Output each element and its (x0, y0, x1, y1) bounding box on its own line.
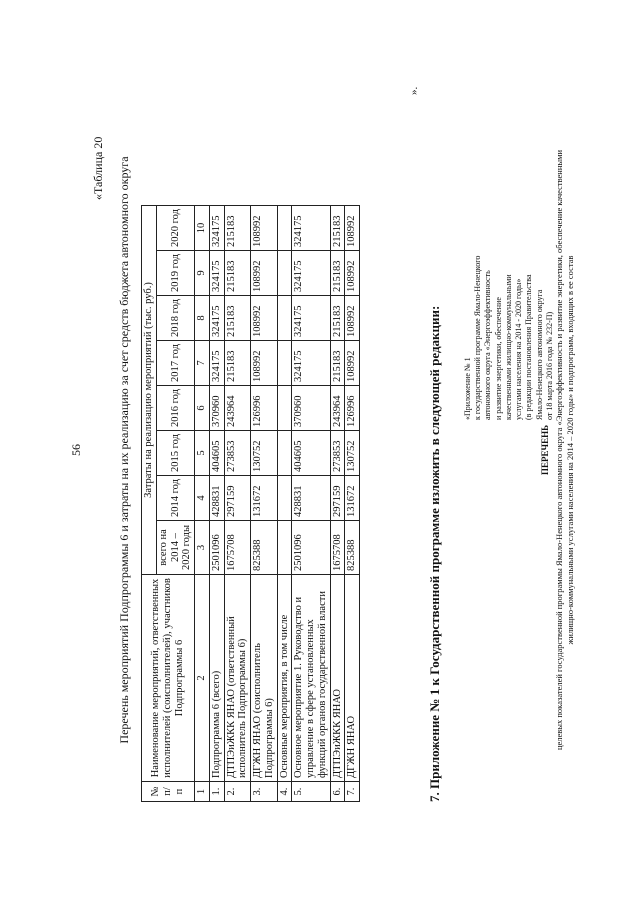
row-number-cell: 2. (224, 782, 251, 802)
row-year-value-cell: 108992 (345, 251, 360, 296)
index-cell: 10 (195, 206, 210, 251)
row-total-cell: 825388 (345, 521, 360, 575)
perechen-title: ПЕРЕЧЕНЬ (540, 424, 550, 476)
row-year-value-cell: 324175 (292, 206, 330, 251)
row-year-value-cell: 324175 (209, 296, 224, 341)
index-cell: 9 (195, 251, 210, 296)
row-year-value-cell: 273853 (224, 431, 251, 476)
row-name-cell: ДГЖН ЯНАО (345, 575, 360, 782)
index-cell: 1 (195, 782, 210, 802)
appendix-line: и развитие энергетики, обеспечение (493, 297, 503, 420)
table-caption: Перечень мероприятий Подпрограммы 6 и затраты на их реализацию за счет средств бюджета автономного округа (117, 156, 131, 744)
row-total-cell: 1675708 (224, 521, 251, 575)
appendix-line: к государственной программе Ямало-Ненецкого (473, 255, 483, 420)
index-cell: 6 (195, 386, 210, 431)
index-cell: 4 (195, 476, 210, 521)
row-year-value-cell: 108992 (345, 206, 360, 251)
row-year-value-cell: 126996 (345, 386, 360, 431)
row-year-value-cell (277, 206, 292, 251)
document-page (55, 70, 600, 830)
perechen-subtitle-line: жилищно-коммунальными услугами населения на 2014 – 2020 годы» и подпрограмм, входящих в ее состав (564, 255, 575, 645)
row-name-cell: ДТПЭиЖКК ЯНАО (330, 575, 345, 782)
row-name-cell: Основное мероприятие 1. Руководство и управление в сфере установленных функций органов государственной власти (292, 575, 330, 782)
table-row (330, 206, 345, 802)
row-year-value-cell: 215183 (224, 251, 251, 296)
row-year-value-cell: 108992 (251, 341, 278, 386)
row-year-value-cell: 297159 (330, 476, 345, 521)
row-year-value-cell: 404605 (209, 431, 224, 476)
page-number: 56 (69, 444, 83, 456)
header-costs: Затраты на реализацию мероприятий (тыс. руб.) (142, 206, 157, 575)
row-year-value-cell (277, 386, 292, 431)
row-year-value-cell: 215183 (224, 296, 251, 341)
row-year-value-cell: 428831 (209, 476, 224, 521)
row-year-value-cell: 215183 (224, 341, 251, 386)
row-year-value-cell: 215183 (224, 206, 251, 251)
perechen-subtitle (554, 140, 575, 760)
section-heading: 7. Приложение № 1 к Государственной программе изложить в следующей редакции: (427, 305, 442, 802)
header-total: всего на 2014 – 2020 годы (156, 521, 194, 575)
row-year-value-cell (277, 296, 292, 341)
row-year-value-cell: 243964 (224, 386, 251, 431)
row-total-cell: 825388 (251, 521, 278, 575)
row-year-value-cell: 324175 (209, 206, 224, 251)
index-cell: 7 (195, 341, 210, 386)
row-number-cell: 1. (209, 782, 224, 802)
row-number-cell: 3. (251, 782, 278, 802)
row-number-cell: 7. (345, 782, 360, 802)
appendix-line: Ямало-Ненецкого автономного округа (534, 289, 544, 420)
header-year: 2016 год (156, 386, 194, 431)
row-total-cell (277, 521, 292, 575)
row-total-cell: 1675708 (330, 521, 345, 575)
index-cell: 3 (195, 521, 210, 575)
row-year-value-cell: 126996 (251, 386, 278, 431)
row-year-value-cell: 324175 (292, 251, 330, 296)
header-year: 2019 год (156, 251, 194, 296)
row-number-cell: 4. (277, 782, 292, 802)
header-name: Наименование мероприятий, ответственных исполнителей (соисполнителей), участников Подпрограммы 6 (142, 575, 195, 782)
row-year-value-cell: 324175 (292, 341, 330, 386)
costs-table (141, 205, 360, 802)
header-year: 2017 год (156, 341, 194, 386)
row-year-value-cell: 108992 (251, 251, 278, 296)
row-year-value-cell: 324175 (292, 296, 330, 341)
table-header-row (142, 206, 157, 802)
appendix-line: от 18 марта 2016 года № 232-П) (544, 311, 554, 420)
index-cell: 8 (195, 296, 210, 341)
table-row (292, 206, 330, 802)
table-row (224, 206, 251, 802)
table-reference: «Таблица 20 (91, 136, 105, 200)
quote-end: ». (408, 86, 420, 95)
appendix-line: автономного округа «Энергоэффективность (483, 270, 493, 420)
row-year-value-cell: 243964 (330, 386, 345, 431)
header-year: 2014 год (156, 476, 194, 521)
row-year-value-cell: 324175 (209, 251, 224, 296)
index-cell: 2 (195, 575, 210, 782)
row-year-value-cell: 273853 (330, 431, 345, 476)
header-year: 2020 год (156, 206, 194, 251)
row-year-value-cell: 297159 (224, 476, 251, 521)
row-year-value-cell: 215183 (330, 296, 345, 341)
table-row (251, 206, 278, 802)
row-year-value-cell: 370960 (209, 386, 224, 431)
row-name-cell: Подпрограмма 6 (всего) (209, 575, 224, 782)
row-year-value-cell: 108992 (345, 296, 360, 341)
row-year-value-cell: 130752 (251, 431, 278, 476)
appendix-line: услугами населения на 2014 - 2020 годы» (514, 278, 524, 420)
row-year-value-cell: 324175 (209, 341, 224, 386)
row-number-cell: 5. (292, 782, 330, 802)
table-row (209, 206, 224, 802)
row-year-value-cell: 215183 (330, 341, 345, 386)
row-year-value-cell: 131672 (345, 476, 360, 521)
row-year-value-cell (277, 251, 292, 296)
row-year-value-cell: 428831 (292, 476, 330, 521)
row-total-cell: 2501096 (209, 521, 224, 575)
row-year-value-cell (277, 476, 292, 521)
table-row (277, 206, 292, 802)
row-year-value-cell: 215183 (330, 251, 345, 296)
row-year-value-cell: 131672 (251, 476, 278, 521)
row-number-cell: 6. (330, 782, 345, 802)
row-year-value-cell: 108992 (251, 296, 278, 341)
row-year-value-cell: 370960 (292, 386, 330, 431)
index-cell: 5 (195, 431, 210, 476)
table-body (209, 206, 359, 802)
row-year-value-cell: 130752 (345, 431, 360, 476)
index-row (195, 206, 210, 802)
row-name-cell: ДГЖН ЯНАО (соисполнитель Подпрограммы 6) (251, 575, 278, 782)
row-year-value-cell: 215183 (330, 206, 345, 251)
row-total-cell: 2501096 (292, 521, 330, 575)
row-name-cell: Основные мероприятия, в том числе (277, 575, 292, 782)
row-year-value-cell: 404605 (292, 431, 330, 476)
row-year-value-cell: 108992 (251, 206, 278, 251)
row-year-value-cell (277, 341, 292, 386)
row-year-value-cell (277, 431, 292, 476)
appendix-line: «Приложение № 1 (463, 357, 472, 420)
header-year: 2015 год (156, 431, 194, 476)
appendix-line: (в редакции постановления Правительства (524, 274, 534, 420)
appendix-line: качественными жилищно-коммунальными (503, 274, 513, 420)
header-year: 2018 год (156, 296, 194, 341)
header-num: № п/п (142, 782, 195, 802)
row-year-value-cell: 108992 (345, 341, 360, 386)
perechen-subtitle-line: целевых показателей государственной программы Ямало-Ненецкого автономного округа «Энергоэффективность и развитие энергетики, обеспечение качественными (554, 149, 564, 751)
row-name-cell: ДТПЭиЖКК ЯНАО (ответственный исполнитель Подпрограммы 6) (224, 575, 251, 782)
table-row (345, 206, 360, 802)
